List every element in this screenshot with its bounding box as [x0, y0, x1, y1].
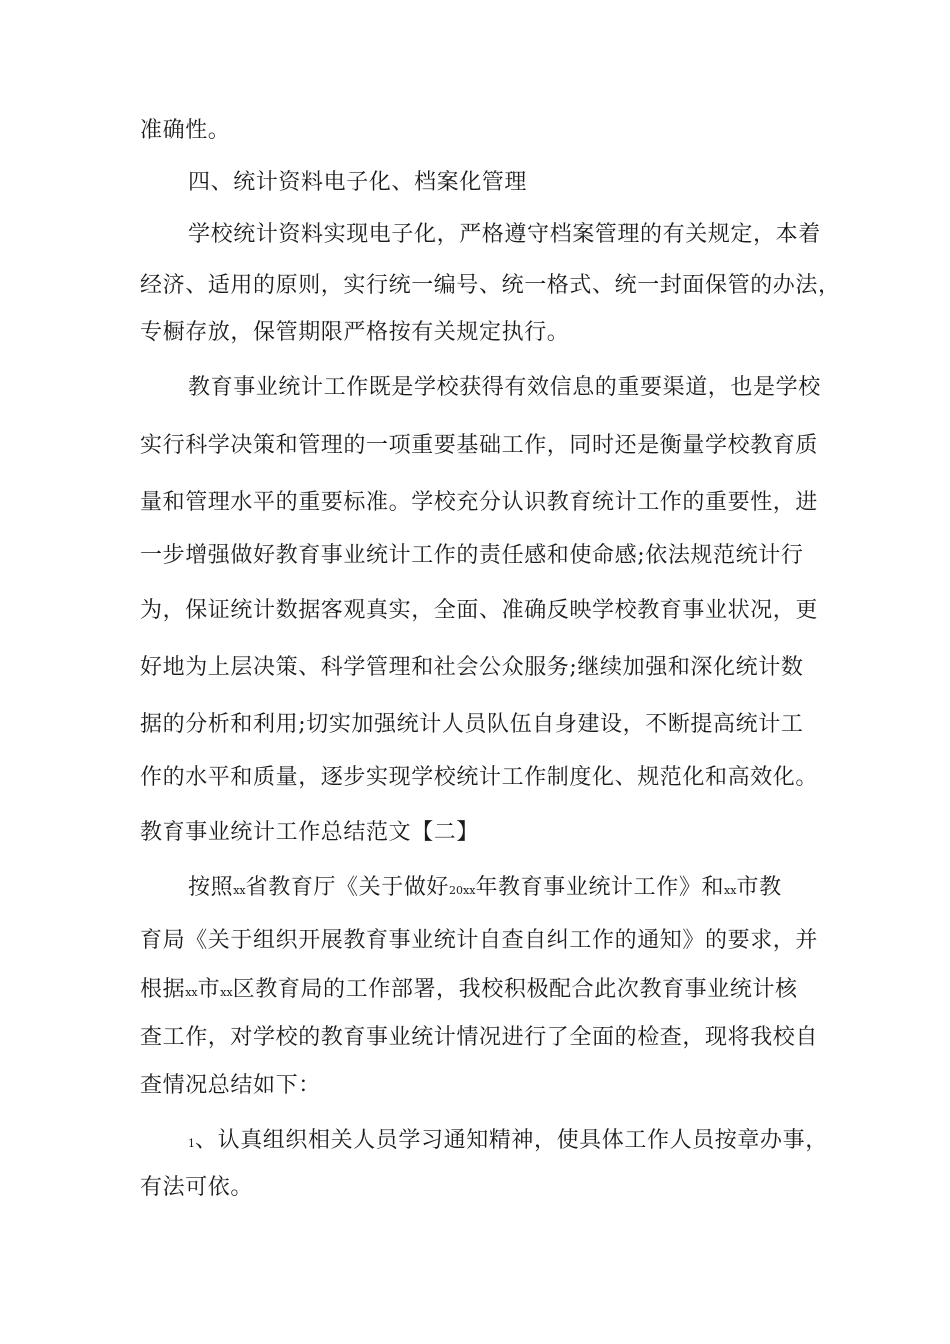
- text-segment: 好地为上层决策、科学管理和社会公众服务;继续加强和深化统计数: [140, 655, 804, 680]
- text-segment: 育局《关于组织开展教育事业统计自查自纠工作的通知》的要求，并: [140, 928, 819, 953]
- text-segment: 准确性。: [140, 118, 231, 143]
- text-segment: 教育事业统计工作既是学校获得有效信息的重要渠道，也是学校: [188, 375, 821, 400]
- text-line: [140, 490, 818, 516]
- text-segment: 查情况总结如下：: [140, 1073, 321, 1098]
- text-segment: xx: [233, 884, 246, 897]
- text-line: [140, 598, 818, 624]
- section-heading: [188, 170, 527, 196]
- text-segment: 查工作，对学校的教育事业统计情况进行了全面的检查，现将我校自: [140, 1025, 819, 1050]
- text-segment: 市: [197, 977, 221, 1002]
- text-segment: 根据: [140, 977, 186, 1002]
- text-line: [140, 712, 803, 738]
- text-line: [140, 928, 818, 954]
- section-title: [140, 820, 479, 846]
- text-segment: 市教: [736, 875, 782, 900]
- text-segment: 据的分析和利用;切实加强统计人员队伍自身建设，不断提高统计工: [140, 712, 804, 737]
- text-segment: 教育事业统计工作总结范文【二】: [140, 820, 480, 845]
- text-line: [140, 765, 818, 791]
- text-segment: 为，保证统计数据客观真实，全面、准确反映学校教育事业状况，更: [140, 598, 819, 623]
- text-line: [188, 222, 821, 248]
- text-segment: 四、统计资料电子化、档案化管理: [188, 170, 528, 195]
- text-segment: 量和管理水平的重要标准。学校充分认识教育统计工作的重要性，进: [140, 490, 819, 515]
- text-segment: 区教育局的工作部署，我校积极配合此次教育事业统计核: [232, 977, 798, 1002]
- text-line: [140, 433, 818, 459]
- text-line: [140, 320, 569, 346]
- text-line: [140, 1025, 818, 1051]
- text-segment: 作的水平和质量，逐步实现学校统计工作制度化、规范化和高效化。: [140, 765, 819, 790]
- text-line: [188, 875, 782, 904]
- text-segment: 按照: [188, 875, 234, 900]
- text-segment: 、认真组织相关人员学习通知精神，使具体工作人员按章办事，: [195, 1128, 828, 1153]
- text-segment: 实行科学决策和管理的一项重要基础工作，同时还是衡量学校教育质: [140, 433, 819, 458]
- list-item: [188, 1128, 828, 1157]
- text-segment: 一步增强做好教育事业统计工作的责任感和使命感;依法规范统计行: [140, 543, 804, 568]
- text-line: [140, 273, 841, 299]
- text-line: [140, 118, 230, 144]
- text-segment: 有法可依。: [140, 1175, 254, 1200]
- text-line: [188, 375, 821, 401]
- text-segment: 专橱存放，保管期限严格按有关规定执行。: [140, 320, 570, 345]
- text-line: [140, 977, 798, 1006]
- text-line: [140, 655, 803, 681]
- text-segment: 年教育事业统计工作》和: [475, 875, 725, 900]
- text-line: [140, 543, 803, 569]
- text-segment: 20xx: [449, 884, 476, 897]
- text-segment: 经济、适用的原则，实行统一编号、统一格式、统一封面保管的办法，: [140, 273, 841, 298]
- list-number: 1: [188, 1137, 195, 1150]
- text-segment: 学校统计资料实现电子化，严格遵守档案管理的有关规定，本着: [188, 222, 821, 247]
- text-segment: xx: [220, 986, 233, 999]
- text-segment: xx: [185, 986, 198, 999]
- text-line: [140, 1175, 253, 1201]
- text-line: [140, 1073, 321, 1099]
- text-segment: xx: [724, 884, 737, 897]
- text-segment: 省教育厅《关于做好: [245, 875, 450, 900]
